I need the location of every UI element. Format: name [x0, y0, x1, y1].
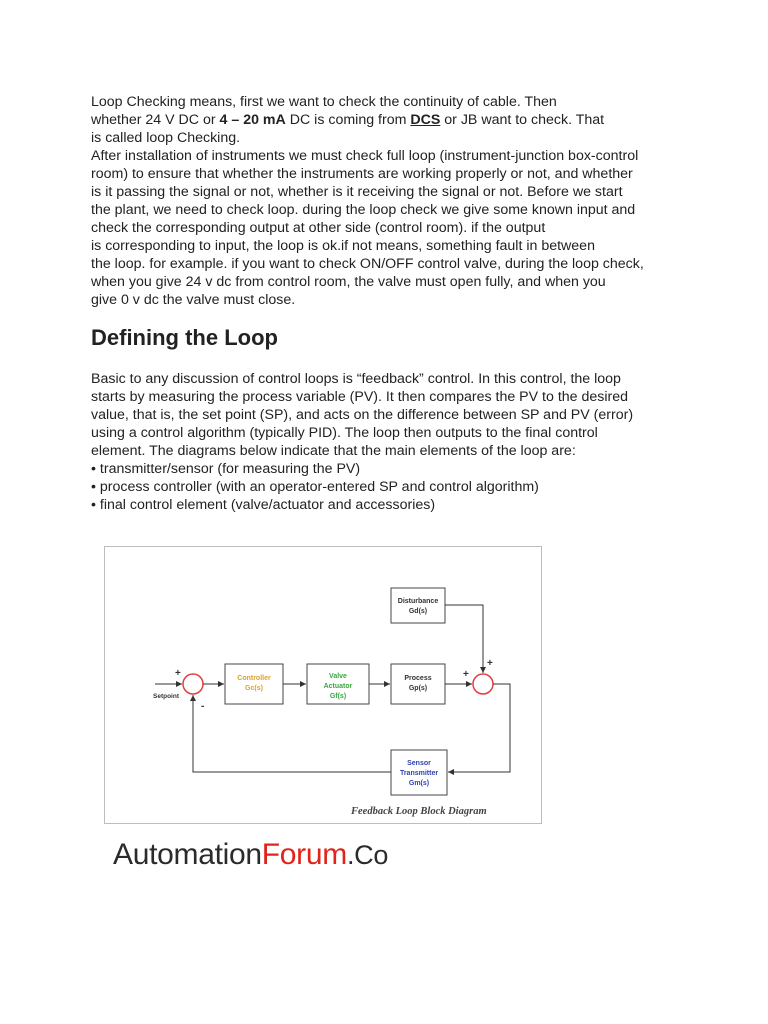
output-to-sensor-arrow [448, 684, 510, 772]
intro-line-4: After installation of instruments we must check full loop (instrument-junction box-control [91, 148, 639, 164]
intro-line-2-end: or JB want to check. That [440, 112, 605, 128]
section-heading: Defining the Loop [91, 325, 278, 350]
disturbance-summer [473, 674, 493, 694]
feedback-loop-diagram [104, 546, 542, 824]
disturbance-plus-sign: + [487, 658, 493, 669]
intro-line-2-mid: DC is coming from [285, 112, 411, 128]
section-line-3: value, that is, the set point (SP), and acts on the difference between SP and PV (error) [91, 407, 634, 423]
intro-line-11: when you give 24 v dc from control room, the valve must open fully, and when you [91, 274, 606, 290]
bullet-controller: • process controller (with an operator-entered SP and control algorithm) [91, 479, 539, 495]
section-line-2: starts by measuring the process variable (PV). It then compares the PV to the desired [91, 389, 629, 405]
intro-line-12: give 0 v dc the valve must close. [91, 292, 296, 308]
intro-line-3: is called loop Checking. [91, 130, 241, 146]
setpoint-plus-sign: + [175, 668, 181, 679]
disturbance-arrow [445, 605, 483, 673]
section-line-5: element. The diagrams below indicate that the main elements of the loop are: [91, 443, 576, 459]
intro-line-10: the loop. for example. if you want to check ON/OFF control valve, during the loop check, [91, 256, 644, 272]
disturbance-label: Disturbance [397, 598, 439, 605]
diagram-svg [105, 547, 541, 823]
process-label: Process [404, 675, 432, 682]
valve-tf: Gf(s) [329, 693, 347, 700]
controller-tf: Gc(s) [245, 685, 263, 692]
logo-part-forum [262, 838, 347, 871]
disturbance-block [391, 588, 445, 623]
setpoint-label: Setpoint [153, 693, 179, 700]
valve-actuator-label: Actuator [323, 683, 353, 690]
controller-label: Controller [237, 675, 271, 682]
section-line-1: Basic to any discussion of control loops is “feedback” control. In this control, the loop [91, 371, 621, 387]
valve-label: Valve [329, 673, 347, 680]
logo-part-forum-text: Forum [261, 838, 347, 871]
process-block [391, 664, 445, 704]
intro-line-5: room) to ensure that whether the instruments are working properly or not, and whether [91, 166, 633, 182]
logo-part-co: .Co [346, 840, 389, 870]
intro-line-2-text: whether 24 V DC or [91, 112, 220, 128]
bullet-final-element: • final control element (valve/actuator and accessories) [91, 497, 436, 513]
process-plus-sign: + [463, 669, 469, 680]
feedback-arrow [193, 695, 391, 772]
sensor-transmitter-label: Transmitter [399, 770, 439, 777]
disturbance-tf: Gd(s) [408, 608, 428, 615]
dcs-text: DCS [410, 112, 441, 128]
sensor-label: Sensor [407, 760, 431, 767]
automationforum-logo [113, 838, 388, 872]
diagram-caption: Feedback Loop Block Diagram [351, 806, 487, 817]
current-range-text: 4 – 20 mA [219, 112, 286, 128]
intro-line-8: check the corresponding output at other side (control room). if the output [91, 220, 546, 236]
bullet-transmitter: • transmitter/sensor (for measuring the PV) [91, 461, 361, 477]
process-tf: Gp(s) [408, 685, 428, 692]
intro-line-1: Loop Checking means, first we want to check the continuity of cable. Then [91, 94, 557, 110]
intro-line-7: the plant, we need to check loop. during the loop check we give some known input and [91, 202, 636, 218]
intro-line-2 [91, 111, 691, 129]
setpoint-summer [183, 674, 203, 694]
feedback-minus-sign: - [201, 701, 205, 712]
logo-part-automation: Automation [113, 838, 262, 871]
section-line-4: using a control algorithm (typically PID). The loop then outputs to the final control [91, 425, 598, 441]
sensor-tf: Gm(s) [408, 780, 430, 787]
controller-block [225, 664, 283, 704]
intro-paragraph [91, 93, 691, 309]
section-paragraph [91, 370, 691, 514]
intro-line-9: is corresponding to input, the loop is ok.if not means, something fault in between [91, 238, 595, 254]
intro-line-6: is it passing the signal or not, whether is it receiving the signal or not. Before we start [91, 184, 623, 200]
